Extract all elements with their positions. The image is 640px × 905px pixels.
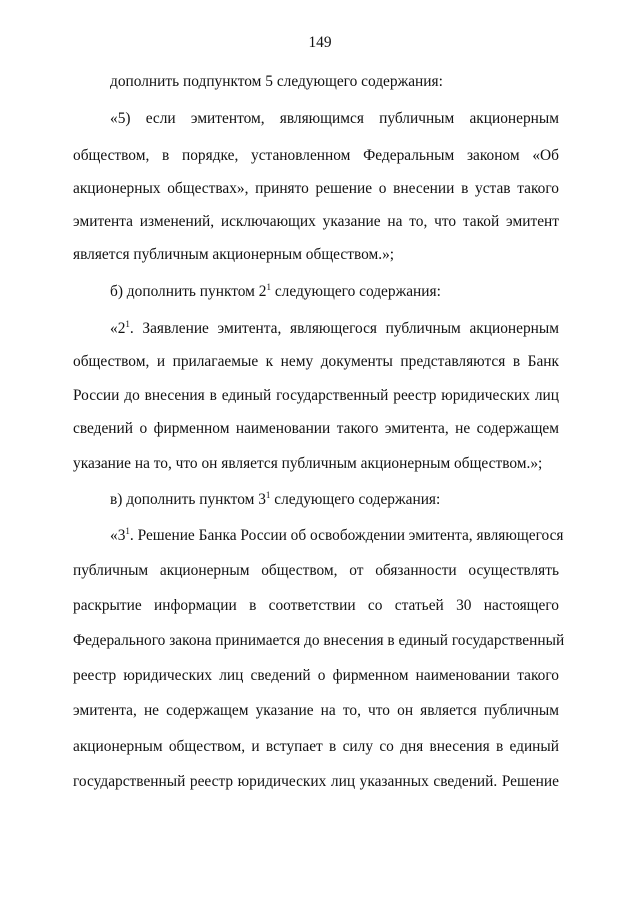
text-fragment: б) дополнить пунктом 2 [110, 283, 267, 300]
text-line: обществом, и прилагаемые к нему документы представляются в Банк [73, 353, 559, 370]
text-line [110, 320, 559, 338]
text-line: сведений о фирменном наименовании такого эмитента, не содержащем [73, 420, 559, 437]
text-fragment: «3 [110, 527, 126, 544]
superscript: 1 [265, 490, 271, 500]
text-line: указание на то, что он является публичным акционерным обществом.»; [73, 455, 543, 472]
text-line [110, 526, 564, 545]
text-fragment: «2 [110, 320, 126, 337]
text-line: эмитента, не содержащем указание на то, что он является публичным [73, 702, 559, 719]
superscript: 1 [266, 282, 271, 292]
text-fragment: . Решение Банка России об освобождении эмитента, являющегося [129, 527, 564, 544]
text-fragment: следующего содержания: [270, 491, 441, 508]
text-line: раскрытие информации в соответствии со статьей 30 настоящего [73, 597, 559, 614]
text-line: публичным акционерным обществом, от обязанности осуществлять [73, 562, 559, 579]
text-line [110, 491, 559, 509]
text-line: реестр юридических лиц сведений о фирменном наименовании такого [73, 667, 559, 684]
text-line [110, 283, 559, 301]
text-line: является публичным акционерным обществом.»; [73, 246, 395, 263]
text-line: Федерального закона принимается до внесения в единый государственный [73, 632, 565, 649]
text-fragment: следующего содержания: [270, 283, 441, 300]
text-line: обществом, в порядке, установленном Федеральным законом «Об [73, 147, 559, 164]
superscript: 1 [125, 526, 130, 536]
text-fragment: в) дополнить пунктом 3 [110, 491, 266, 508]
text-line: России до внесения в единый государственный реестр юридических лиц [73, 387, 559, 404]
text-line: «5) если эмитентом, являющимся публичным акционерным [110, 110, 559, 127]
text-line: государственный реестр юридических лиц указанных сведений. Решение [73, 773, 559, 790]
page-number: 149 [308, 34, 332, 51]
superscript: 1 [125, 319, 130, 329]
text-line: акционерным обществом, и вступает в силу со дня внесения в единый [73, 738, 559, 755]
text-line: эмитента изменений, исключающих указание на то, что такой эмитент [73, 213, 559, 230]
text-line: дополнить подпунктом 5 следующего содержания: [110, 73, 443, 90]
text-fragment: . Заявление эмитента, являющегося публичным акционерным [129, 320, 559, 337]
text-line: акционерных обществах», принято решение о внесении в устав такого [73, 180, 559, 197]
